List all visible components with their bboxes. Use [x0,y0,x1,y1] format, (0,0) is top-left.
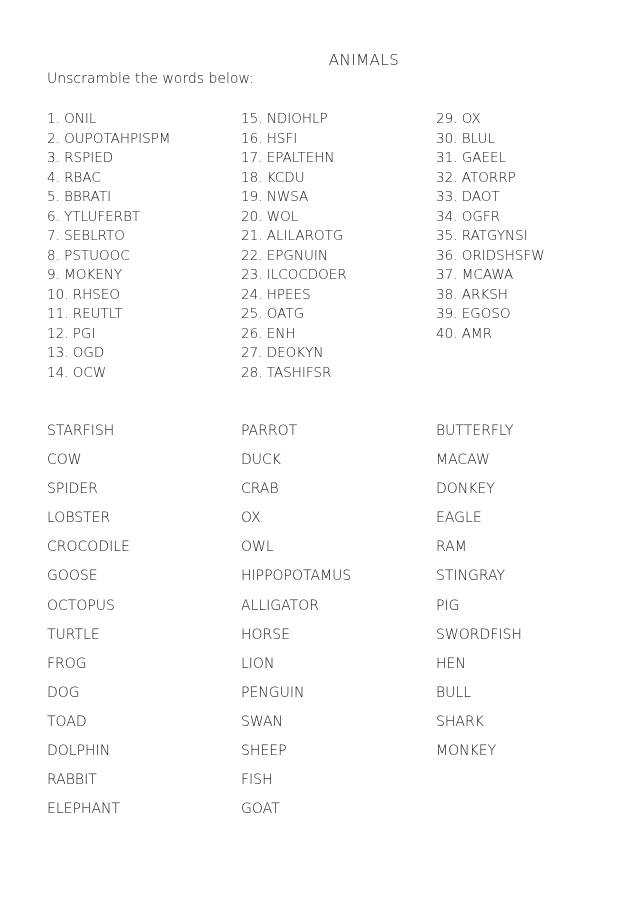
answer-word: PARROT [241,423,298,439]
answer-word: FISH [241,772,273,789]
scrambled-word: 17. EPALTEHN [241,150,335,166]
scrambled-word: 27. DEOKYN [241,345,324,361]
scrambled-word: 31. GAEEL [436,150,507,166]
clues-column-2 [241,110,347,383]
answer-word: SPIDER [47,481,98,498]
scrambled-word: 1. ONIL [47,111,97,127]
answer-word: HEN [436,655,466,672]
scrambled-word: 23. ILCOCDOER [241,267,347,283]
scrambled-word: 34. OGFR [436,208,500,225]
scrambled-word: 20. WOL [241,208,299,225]
scrambled-word: 19. NWSA [241,189,309,205]
scrambled-word: 9. MOKENY [47,267,123,283]
answer-word: GOOSE [47,568,98,585]
answer-word: BULL [436,684,472,701]
answer-word: SHEEP [241,743,287,760]
scrambled-word: 5. BBRATI [47,189,112,205]
answer-word: COW [47,452,82,469]
answer-word: SWAN [241,713,284,730]
answer-word: HORSE [241,626,291,643]
answer-word: BUTTERFLY [436,423,514,439]
scrambled-word: 2. OUPOTAHPISPM [47,130,171,147]
answer-word: STARFISH [47,423,115,439]
scrambled-word: 18. KCDU [241,169,305,186]
scrambled-word: 16. HSFI [241,130,298,147]
scrambled-word: 39. EGOSO [436,306,511,322]
page-title-text: ANIMALS [328,51,400,69]
answer-word: LOBSTER [47,510,111,527]
clues-column-1 [47,110,171,383]
answer-word: SHARK [436,713,484,730]
scrambled-word: 30. BLUL [436,130,495,147]
scrambled-word: 13. OGD [47,345,105,361]
scrambled-word: 38. ARKSH [436,286,508,303]
answer-word: RAM [436,539,467,556]
scrambled-word: 28. TASHIFSR [241,364,332,381]
answer-word: STINGRAY [436,568,506,585]
answers-column-3 [436,417,522,766]
scrambled-word: 8. PSTUOOC [47,247,130,264]
scrambled-word: 10. RHSEO [47,286,121,303]
scrambled-word: 14. OCW [47,364,107,381]
answer-word: RABBIT [47,772,97,789]
scrambled-word: 21. ALILAROTG [241,228,344,244]
instructions: Unscramble the words below: [47,71,254,87]
page-title [0,51,638,69]
answer-word: LION [241,655,275,672]
answer-word: TURTLE [47,626,100,643]
scrambled-word: 29. OX [436,111,481,127]
answers-column-1 [47,417,130,824]
answer-word: ELEPHANT [47,801,121,818]
scrambled-word: 22. EPGNUIN [241,247,328,264]
scrambled-word: 36. ORIDSHSFW [436,247,545,264]
answer-word: GOAT [241,801,280,818]
answer-word: CROCODILE [47,539,130,556]
answer-word: PENGUIN [241,684,305,701]
answer-word: PIG [436,597,460,614]
scrambled-word: 11. REUTLT [47,306,123,322]
answer-word: OWL [241,539,274,556]
answer-word: ALLIGATOR [241,597,319,614]
answer-word: OCTOPUS [47,597,115,614]
scrambled-word: 35. RATGYNSI [436,228,528,244]
answer-word: EAGLE [436,510,482,527]
scrambled-word: 15. NDIOHLP [241,111,328,127]
scrambled-word: 32. ATORRP [436,169,516,186]
answer-word: MACAW [436,452,490,469]
scrambled-word: 40. AMR [436,325,493,342]
scrambled-word: 37. MCAWA [436,267,514,283]
answer-word: CRAB [241,481,279,498]
answer-word: TOAD [47,713,87,730]
answer-word: FROG [47,655,87,672]
answer-word: DUCK [241,452,281,469]
answer-word: MONKEY [436,743,497,760]
clues-column-3 [436,110,545,344]
answer-word: DOG [47,684,80,701]
scrambled-word: 26. ENH [241,325,296,342]
answer-word: DOLPHIN [47,743,111,760]
answers-column-2 [241,417,351,824]
answer-word: HIPPOPOTAMUS [241,568,352,585]
scrambled-word: 24. HPEES [241,286,311,303]
scrambled-word: 6. YTLUFERBT [47,208,141,225]
answer-word: OX [241,510,261,527]
scrambled-word: 12. PGI [47,325,96,342]
scrambled-word: 3. RSPIED [47,150,114,166]
scrambled-word: 7. SEBLRTO [47,228,125,244]
answer-word: SWORDFISH [436,626,522,643]
scrambled-word: 25. OATG [241,306,305,322]
answer-word: DONKEY [436,481,495,498]
scrambled-word: 33. DAOT [436,189,500,205]
scrambled-word: 4. RBAC [47,169,101,186]
